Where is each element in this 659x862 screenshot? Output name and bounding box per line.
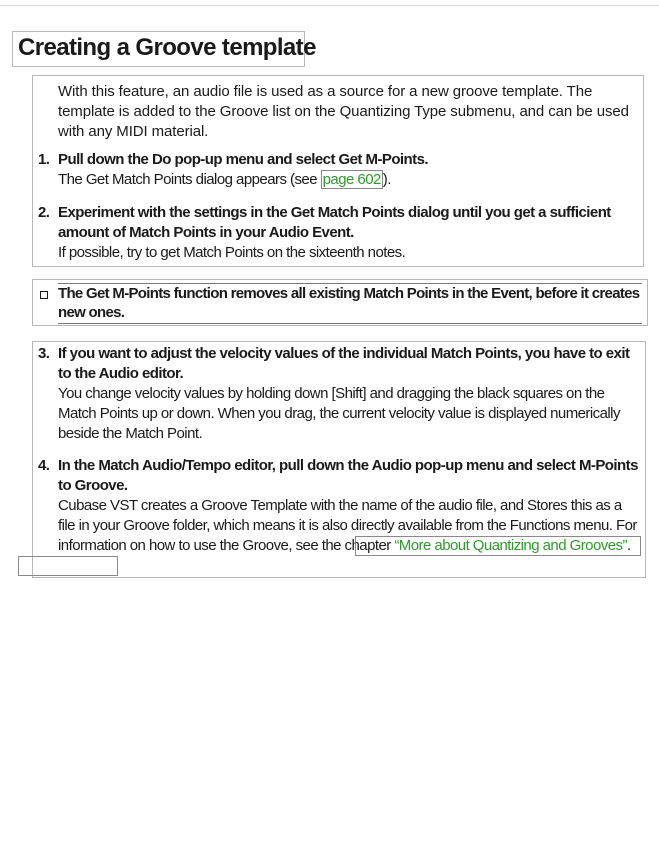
step-text: If possible, try to get Match Points on the sixteenth notes. [58, 244, 406, 261]
step-2 [38, 203, 642, 263]
chapter-link[interactable]: “More about Quantizing and Grooves” [394, 537, 627, 554]
step-number: 4. [38, 457, 50, 474]
note-rule-bottom [58, 323, 642, 324]
step-1 [38, 150, 642, 190]
step-number: 1. [38, 151, 50, 168]
link-frame-1 [355, 536, 641, 556]
step-heading: Experiment with the settings in the Get Match Points dialog until you get a sufficient amount of Match Points in your Audio Event. [58, 204, 611, 241]
step-3 [38, 344, 642, 444]
note-square-icon [40, 291, 48, 299]
step-heading: In the Match Audio/Tempo editor, pull down the Audio pop-up menu and select M-Points to Groove. [58, 457, 638, 494]
step-text-after: ). [382, 171, 391, 188]
step-text-span: Cubase VST creates a Groove Template with the name of the audio file, and Stores this as a file in your Groove folder, which means it is also directly available from the Functions menu. For information on how to use the Groove, see [58, 497, 637, 554]
note-text: The Get M-Points function removes all existing Match Points in the Event, before it creates new ones. [58, 285, 640, 321]
link-frame-2 [18, 556, 118, 576]
page-title: Creating a Groove template [18, 34, 316, 61]
chapter-link-prefix[interactable]: the chapter [321, 537, 395, 554]
intro-paragraph: With this feature, an audio file is used as a source for a new groove template. The template is added to the Groove list on the Quantizing Type submenu, and can be used with any MIDI material. [58, 83, 629, 140]
step-number: 3. [38, 345, 50, 362]
page-link[interactable]: page 602 [322, 171, 381, 188]
step-text-span: The Get Match Points dialog appears (see [58, 171, 321, 188]
step-text: You change velocity values by holding down [Shift] and dragging the black squares on the Match Points up or down. When you drag, the current velocity value is displayed numerically beside the Match Point. [58, 385, 620, 442]
top-rule [0, 5, 659, 6]
step-text [58, 170, 642, 190]
step-number: 2. [38, 204, 50, 221]
step-text-after: . [626, 537, 631, 554]
step-heading: Pull down the Do pop-up menu and select Get M-Points. [58, 151, 429, 168]
step-heading: If you want to adjust the velocity values of the individual Match Points, you have to exit to the Audio editor. [58, 345, 630, 382]
